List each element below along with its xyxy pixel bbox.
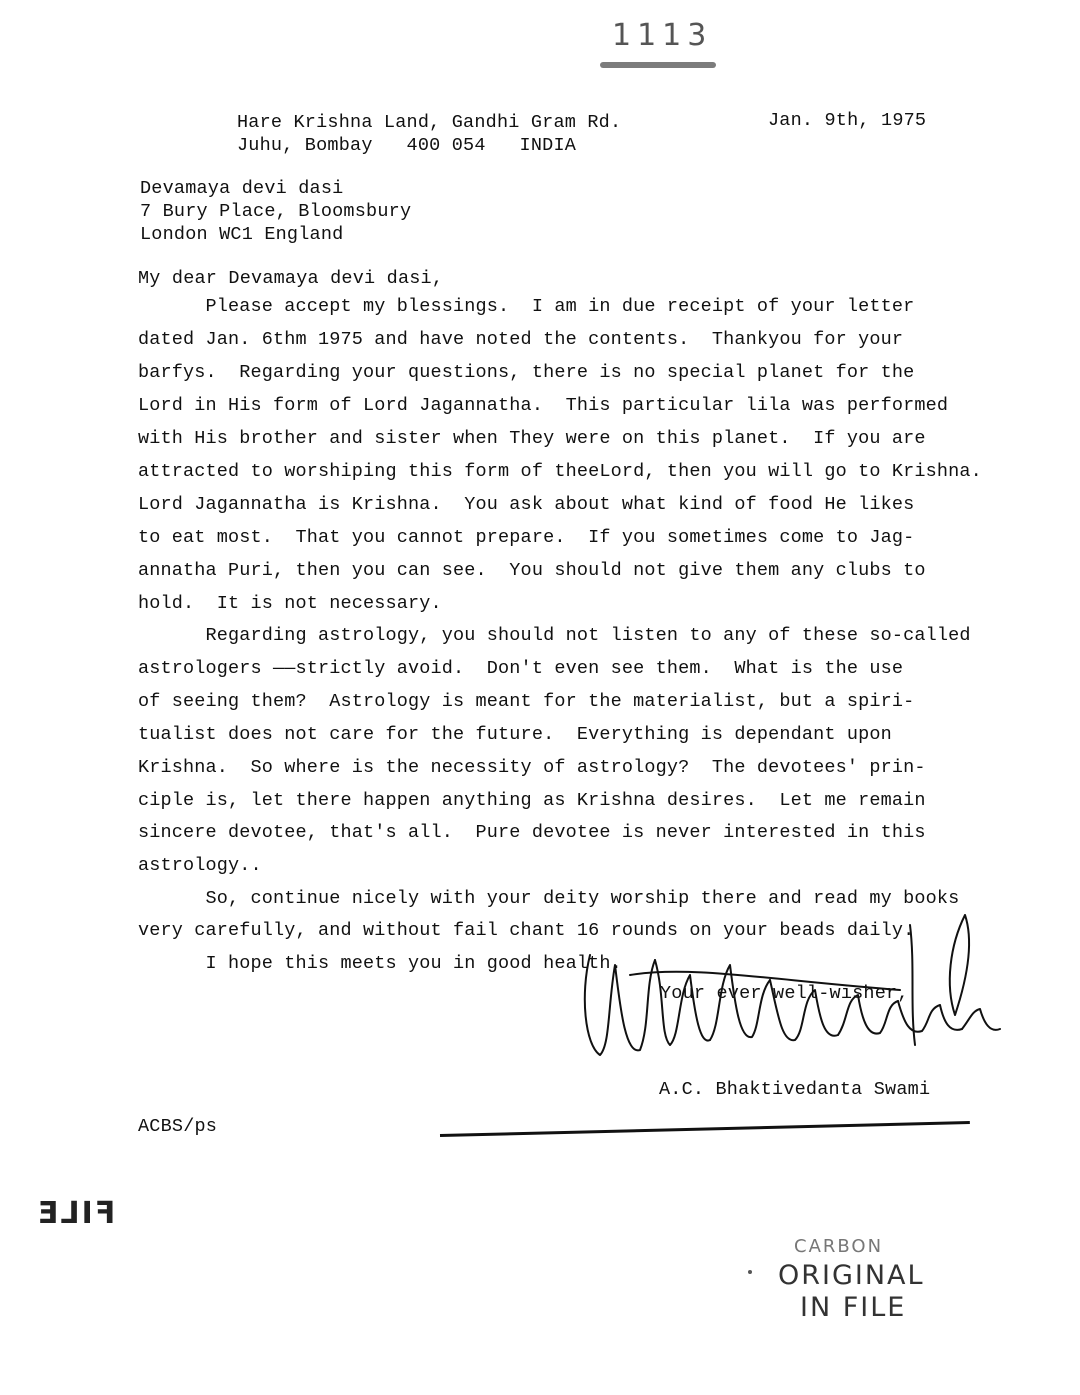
stamp-dot: [748, 1270, 752, 1274]
body-line: to eat most. That you cannot prepare. If you sometimes come to Jag-: [138, 527, 915, 548]
recipient-city: London WC1 England: [140, 224, 344, 245]
stamp-original: ORIGINAL: [778, 1260, 925, 1291]
letter-date: Jan. 9th, 1975: [768, 110, 927, 131]
body-line: Krishna. So where is the necessity of astrology? The devotees' prin-: [138, 757, 926, 778]
body-line: ciple is, let there happen anything as Krishna desires. Let me remain: [138, 790, 926, 811]
body-line: Lord in His form of Lord Jagannatha. This particular lila was performed: [138, 395, 949, 416]
file-mark: FILE: [36, 1196, 116, 1231]
body-line: sincere devotee, that's all. Pure devotee is never interested in this: [138, 822, 926, 843]
body-line: I hope this meets you in good health.: [138, 953, 622, 974]
stamp-in-file: IN FILE: [800, 1292, 907, 1323]
typist-initials: ACBS/ps: [138, 1116, 218, 1137]
top-mark: 1113: [612, 18, 713, 53]
top-mark-underline: [600, 62, 716, 68]
body-line: with His brother and sister when They were on this planet. If you are: [138, 428, 926, 449]
body-line: Lord Jagannatha is Krishna. You ask about what kind of food He likes: [138, 494, 915, 515]
body-line: very carefully, and without fail chant 16 rounds on your beads daily.: [138, 920, 915, 941]
sender-address-line1: Hare Krishna Land, Gandhi Gram Rd.: [237, 112, 622, 133]
body-line: barfys. Regarding your questions, there is no special planet for the: [138, 362, 915, 383]
signature-scribble: [570, 905, 1020, 1075]
body-line: Regarding astrology, you should not listen to any of these so-called: [138, 625, 971, 646]
body-line: astrologers ——strictly avoid. Don't even see them. What is the use: [138, 658, 904, 679]
body-line: annatha Puri, then you can see. You should not give them any clubs to: [138, 560, 926, 581]
recipient-name: Devamaya devi dasi: [140, 178, 344, 199]
body-line: tualist does not care for the future. Everything is dependant upon: [138, 724, 892, 745]
body-line: dated Jan. 6thm 1975 and have noted the contents. Thankyou for your: [138, 329, 904, 350]
signature-rule: [440, 1121, 970, 1137]
body-line: Please accept my blessings. I am in due receipt of your letter: [138, 296, 915, 317]
body-line: attracted to worshiping this form of theeLord, then you will go to Krishna.: [138, 461, 982, 482]
body-line: astrology..: [138, 855, 262, 876]
sender-address-line2: Juhu, Bombay 400 054 INDIA: [237, 135, 577, 156]
body-line: So, continue nicely with your deity worship there and read my books: [138, 888, 960, 909]
closing: Your ever well-wisher,: [660, 983, 909, 1004]
body-line: hold. It is not necessary.: [138, 593, 442, 614]
recipient-street: 7 Bury Place, Bloomsbury: [140, 201, 412, 222]
body-line: of seeing them? Astrology is meant for the materialist, but a spiri-: [138, 691, 915, 712]
stamp-carbon: CARBON: [794, 1236, 884, 1257]
signatory-name: A.C. Bhaktivedanta Swami: [659, 1079, 931, 1100]
salutation: My dear Devamaya devi dasi,: [138, 268, 444, 289]
